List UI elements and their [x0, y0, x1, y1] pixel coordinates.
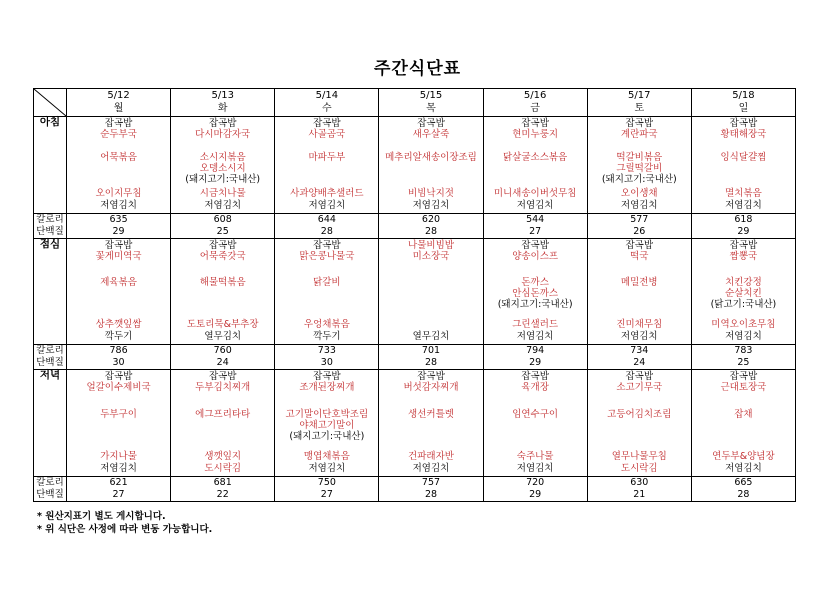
menu-item: 생선커틀렛 — [408, 409, 454, 420]
menu-cell — [379, 239, 483, 345]
menu-item: 오뎅소시지 — [199, 163, 246, 174]
menu-item: 고기말이단호박조림 — [285, 409, 369, 420]
menu-cell — [275, 239, 379, 345]
menu-item: 저염김치 — [725, 200, 762, 211]
menu-item: 순살치킨 — [725, 288, 762, 299]
menu-item: 잉식달걀찜 — [720, 152, 767, 163]
menu-item: 사과양배추샐러드 — [290, 188, 364, 199]
nutrition-cell — [275, 214, 379, 239]
menu-cell — [691, 370, 795, 477]
menu-item: 저염김치 — [308, 463, 346, 474]
protein-value: 24 — [216, 357, 229, 368]
calorie-value: 783 — [734, 345, 753, 356]
protein-value: 25 — [216, 226, 229, 237]
day-date: 5/12 — [107, 90, 130, 101]
nutrition-cell — [379, 477, 483, 502]
day-header-5 — [587, 89, 691, 117]
menu-item: 황태해장국 — [720, 129, 767, 140]
calorie-value: 681 — [213, 477, 232, 488]
menu-item: 다시마감자국 — [195, 129, 251, 140]
menu-item: 저염김치 — [620, 331, 658, 342]
menu-cell — [275, 370, 379, 477]
menu-item: (돼지고기:국내산) — [601, 174, 677, 185]
note-change: * 위 식단은 사정에 따라 변동 가능합니다. — [37, 524, 213, 535]
calorie-value: 701 — [421, 345, 441, 356]
day-weekday: 화 — [217, 103, 228, 114]
calorie-value: 620 — [421, 214, 441, 225]
menu-item: 닭갈비 — [313, 277, 341, 288]
calorie-value: 750 — [317, 477, 336, 488]
menu-item: 닭살굴소스볶음 — [503, 152, 568, 163]
calorie-value: 665 — [734, 477, 753, 488]
menu-item: 에그프리타타 — [195, 409, 251, 420]
menu-item: (닭고기:국내산) — [710, 299, 777, 310]
menu-item: 임연수구이 — [512, 409, 559, 420]
protein-value: 29 — [529, 489, 542, 500]
menu-item: 버섯감자찌개 — [403, 382, 459, 393]
day-date: 5/13 — [211, 90, 234, 101]
menu-item: 미소장국 — [412, 251, 450, 262]
calorie-value: 618 — [734, 214, 753, 225]
menu-item: 저염김치 — [412, 200, 450, 211]
menu-item: 건파래자반 — [408, 451, 454, 462]
menu-item: 새우살죽 — [412, 129, 450, 140]
nutrition-cell — [171, 477, 275, 502]
menu-item: 열무김치 — [204, 331, 242, 342]
day-date: 5/15 — [419, 90, 443, 101]
menu-item: 오이생채 — [620, 188, 658, 199]
nutrition-cell — [587, 477, 691, 502]
menu-item: 멸치볶음 — [725, 188, 762, 199]
day-header-1 — [171, 89, 275, 117]
menu-item: 잡곡밥 — [417, 118, 445, 129]
calorie-value: 757 — [421, 477, 441, 488]
menu-item: 잡곡밥 — [417, 371, 445, 382]
menu-item: 맑은콩나물국 — [299, 251, 355, 262]
menu-item: 저염김치 — [100, 463, 137, 474]
menu-cell — [483, 239, 587, 345]
menu-cell — [67, 117, 171, 214]
menu-item: 생깻잎지 — [204, 451, 242, 462]
day-weekday: 토 — [634, 103, 645, 114]
menu-item: 진미채무침 — [616, 319, 663, 330]
calorie-label: 칼로리 — [36, 214, 64, 225]
menu-item: 잡곡밥 — [625, 240, 654, 251]
menu-item: 고등어김치조림 — [607, 409, 672, 420]
menu-item: 저염김치 — [620, 200, 658, 211]
menu-item: 잡곡밥 — [625, 371, 654, 382]
calorie-value: 733 — [317, 345, 336, 356]
menu-cell — [379, 117, 483, 214]
protein-value: 27 — [529, 226, 542, 237]
menu-item: 잡곡밥 — [521, 371, 549, 382]
menu-item: 현미누룽지 — [512, 129, 559, 140]
nutrition-cell — [691, 477, 795, 502]
protein-value: 22 — [216, 489, 229, 500]
calorie-value: 577 — [630, 214, 649, 225]
calorie-value: 630 — [630, 477, 649, 488]
menu-item: 저염김치 — [308, 200, 346, 211]
day-date: 5/18 — [732, 90, 755, 101]
menu-item: 우엉채볶음 — [303, 319, 350, 330]
menu-cell — [275, 117, 379, 214]
menu-item: 잡곡밥 — [521, 240, 549, 251]
calorie-value: 635 — [109, 214, 128, 225]
menu-item: 안심돈까스 — [512, 288, 559, 299]
menu-item: 돈까스 — [521, 277, 549, 288]
protein-label: 단백질 — [36, 489, 64, 500]
menu-item: 잡곡밥 — [521, 118, 549, 129]
calorie-value: 760 — [213, 345, 232, 356]
menu-item: 잡곡밥 — [104, 240, 133, 251]
menu-item: 해물떡볶음 — [199, 277, 246, 288]
menu-cell — [67, 239, 171, 345]
menu-cell — [171, 117, 275, 214]
day-weekday: 목 — [426, 103, 436, 114]
nutrition-cell — [67, 477, 171, 502]
protein-value: 30 — [112, 357, 125, 368]
protein-value: 26 — [633, 226, 646, 237]
nutrition-cell — [171, 345, 275, 370]
day-header-2 — [275, 89, 379, 117]
calorie-value: 720 — [526, 477, 545, 488]
menu-item: 순두부국 — [100, 129, 137, 140]
menu-item: 짬뽕국 — [729, 251, 758, 262]
day-header-3 — [379, 89, 483, 117]
menu-item: 계란파국 — [620, 129, 658, 140]
menu-cell — [691, 117, 795, 214]
day-date: 5/14 — [315, 90, 339, 101]
protein-value: 27 — [320, 489, 333, 500]
menu-item: 잡곡밥 — [729, 240, 758, 251]
menu-item: 양송이스프 — [512, 251, 559, 262]
day-weekday: 금 — [530, 103, 540, 114]
menu-cell — [171, 370, 275, 477]
protein-value: 25 — [737, 357, 750, 368]
menu-item: 저염김치 — [516, 200, 554, 211]
weekly-menu-table — [33, 88, 796, 502]
menu-item: 치킨강정 — [725, 277, 762, 288]
nutrition-cell — [483, 214, 587, 239]
nutrition-cell — [691, 345, 795, 370]
nutrition-cell — [171, 214, 275, 239]
calorie-value: 608 — [213, 214, 232, 225]
meal-label: 아침 — [34, 117, 67, 214]
menu-item: 도시락김 — [204, 463, 242, 474]
menu-item: 저염김치 — [516, 331, 554, 342]
menu-cell — [483, 117, 587, 214]
nutrition-cell — [67, 345, 171, 370]
menu-item: 메추리알새송이장조림 — [385, 152, 477, 163]
menu-item: (돼지고기:국내산) — [497, 299, 573, 310]
menu-item: 어묵볶음 — [100, 152, 137, 163]
protein-value: 27 — [112, 489, 125, 500]
calorie-label: 칼로리 — [36, 345, 64, 356]
menu-item: 맹엽채볶음 — [303, 451, 350, 462]
day-weekday: 수 — [322, 103, 332, 114]
menu-item: 저염김치 — [725, 331, 762, 342]
menu-item: 숙주나물 — [516, 451, 554, 462]
menu-item: 미역오이초무침 — [711, 319, 776, 330]
calorie-value: 734 — [630, 345, 649, 356]
nutrition-cell — [587, 345, 691, 370]
menu-item: 잡곡밥 — [313, 240, 341, 251]
menu-cell — [379, 370, 483, 477]
protein-label: 단백질 — [36, 357, 64, 368]
menu-item: 잡곡밥 — [313, 371, 341, 382]
menu-item: 잡곡밥 — [208, 118, 237, 129]
nutrition-label — [34, 345, 67, 370]
note-origin: * 원산지표기 별도 게시합니다. — [37, 511, 166, 522]
menu-item: 저염김치 — [100, 200, 137, 211]
nutrition-cell — [691, 214, 795, 239]
protein-value: 29 — [529, 357, 542, 368]
menu-item: 떡국 — [630, 251, 649, 262]
menu-item: 잡곡밥 — [104, 118, 133, 129]
menu-item: 마파두부 — [308, 152, 346, 163]
calorie-label: 칼로리 — [36, 477, 64, 488]
protein-value: 28 — [424, 357, 438, 368]
menu-item: 저염김치 — [725, 463, 762, 474]
meal-label: 저녁 — [34, 370, 67, 477]
protein-value: 21 — [633, 489, 646, 500]
menu-item: 그릴떡갈비 — [616, 163, 663, 174]
menu-item: 잡곡밥 — [729, 371, 758, 382]
menu-item: 근대토장국 — [720, 382, 767, 393]
protein-label: 단백질 — [36, 226, 64, 237]
menu-item: 사골곰국 — [308, 129, 346, 140]
menu-item: 그린샐러드 — [512, 319, 559, 330]
menu-item: 열무김치 — [412, 331, 450, 342]
nutrition-cell — [275, 345, 379, 370]
nutrition-cell — [587, 214, 691, 239]
protein-value: 28 — [737, 489, 750, 500]
menu-item: 얼갈이수제비국 — [86, 382, 151, 393]
menu-item: 잡곡밥 — [104, 371, 133, 382]
corner-cell — [34, 89, 67, 117]
nutrition-cell — [379, 214, 483, 239]
protein-value: 30 — [320, 357, 333, 368]
menu-cell — [483, 370, 587, 477]
day-header-4 — [483, 89, 587, 117]
meal-label: 점심 — [34, 239, 67, 345]
nutrition-label — [34, 214, 67, 239]
menu-item: 상추깻잎쌈 — [95, 319, 142, 330]
menu-item: 잡곡밥 — [313, 118, 341, 129]
menu-item: 소고기무국 — [616, 382, 663, 393]
menu-item: 두부김치찌개 — [195, 382, 251, 393]
day-header-0 — [67, 89, 171, 117]
calorie-value: 644 — [317, 214, 336, 225]
menu-item: 저염김치 — [516, 463, 554, 474]
menu-item: 잡곡밥 — [625, 118, 654, 129]
protein-value: 28 — [424, 489, 438, 500]
calorie-value: 544 — [526, 214, 545, 225]
menu-item: 두부구이 — [100, 409, 137, 420]
menu-item: 나물비빔밥 — [408, 240, 454, 251]
menu-item: 잡곡밥 — [208, 371, 237, 382]
menu-item: 육개장 — [521, 382, 549, 393]
page-title: 주간식단표 — [373, 59, 462, 79]
nutrition-cell — [483, 345, 587, 370]
day-date: 5/17 — [628, 90, 651, 101]
nutrition-label — [34, 477, 67, 502]
menu-item: 떡갈비볶음 — [616, 152, 663, 163]
day-weekday: 일 — [738, 103, 749, 114]
menu-cell — [691, 239, 795, 345]
menu-item: 연두부&양념장 — [712, 451, 775, 462]
menu-item: 가지나물 — [100, 451, 137, 462]
menu-item: 깍두기 — [313, 331, 341, 342]
menu-cell — [171, 239, 275, 345]
menu-item: 조개된장찌개 — [299, 382, 355, 393]
menu-cell — [67, 370, 171, 477]
menu-item: 시금치나물 — [199, 188, 246, 199]
menu-cell — [587, 117, 691, 214]
menu-item: 저염김치 — [204, 200, 242, 211]
nutrition-cell — [483, 477, 587, 502]
menu-item: 소시지볶음 — [199, 152, 246, 163]
protein-value: 28 — [424, 226, 438, 237]
nutrition-cell — [379, 345, 483, 370]
menu-item: 도토리묵&부추장 — [186, 319, 259, 330]
menu-item: 미니새송이버섯무침 — [493, 188, 577, 199]
menu-item: (돼지고기:국내산) — [185, 174, 261, 185]
menu-item: 잡곡밥 — [208, 240, 237, 251]
calorie-value: 621 — [109, 477, 128, 488]
day-header-6 — [691, 89, 795, 117]
menu-cell — [587, 239, 691, 345]
protein-value: 28 — [320, 226, 333, 237]
menu-item: 비빔낙지젓 — [408, 188, 454, 199]
calorie-value: 794 — [526, 345, 545, 356]
menu-item: 도시락김 — [620, 463, 658, 474]
menu-item: 저염김치 — [412, 463, 450, 474]
menu-item: 깍두기 — [104, 331, 133, 342]
menu-item: 어묵죽갓국 — [199, 251, 246, 262]
day-weekday: 월 — [113, 103, 124, 114]
menu-item: 열무나물무침 — [611, 451, 667, 462]
menu-item: (돼지고기:국내산) — [289, 431, 365, 442]
nutrition-cell — [67, 214, 171, 239]
notes — [37, 510, 212, 536]
menu-cell — [587, 370, 691, 477]
menu-item: 잡곡밥 — [729, 118, 758, 129]
menu-item: 제육볶음 — [100, 277, 137, 288]
menu-item: 꽃게미역국 — [95, 251, 142, 262]
protein-value: 29 — [112, 226, 125, 237]
menu-item: 잡채 — [734, 409, 753, 420]
protein-value: 29 — [737, 226, 750, 237]
day-date: 5/16 — [523, 90, 547, 101]
menu-item: 메밀전병 — [620, 277, 658, 288]
nutrition-cell — [275, 477, 379, 502]
protein-value: 24 — [633, 357, 646, 368]
menu-item: 야채고기말이 — [299, 420, 355, 431]
menu-item: 오이지무침 — [95, 188, 142, 199]
calorie-value: 786 — [109, 345, 128, 356]
